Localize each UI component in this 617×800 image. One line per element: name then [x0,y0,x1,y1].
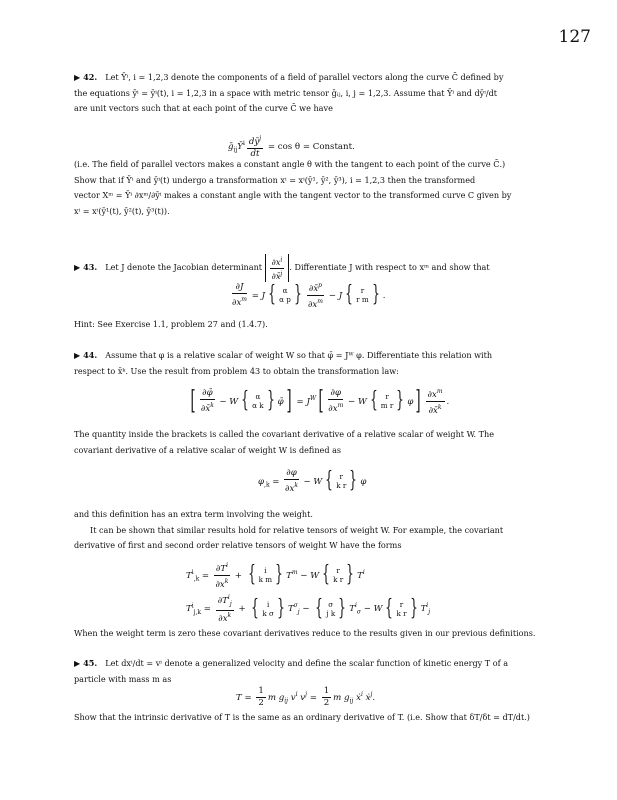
p42-line7: xⁱ = xⁱ(ȳ¹(t), ȳ²(t), ȳ³(t)). [74,205,170,216]
p42-line1: ▶ 42. Let Ȳⁱ, i = 1,2,3 denote the components of a field of parallel vectors along the curve C̄ defined by [74,72,504,82]
p44-definition: $\varphi_{,k}$ = $\frac{\partial\varphi}{\partial x^k}$ − W { r k r } φ [258,468,367,494]
p44-transformation-law: [ $\frac{\partial\varphī}{\partial x̄^k}$ − W { α α k } φ̄] = $J^W$[ $\frac{\partial\varphi}{\partial x^m}$ − W { r m r } φ] $\frac{\partial x^m}{\partial x̄^k}$ . [190,386,450,417]
problem-43 [74,254,546,282]
p45-cont [74,710,546,726]
p43-line1: ▶ 43. Let J denote the Jacobian determinant $\frac{\partial x^i}{\partial x̄^j}$ . Differentiate J with respect to xᵐ and show that [74,256,490,282]
p42-line6: vector Xᵐ = Ȳⁱ ∂xᵐ/∂ȳⁱ makes a constant angle with the tangent vector to the transformed curve C given by [74,190,512,200]
p44-line1: ▶ 44. Assume that φ is a relative scalar of weight W so that φ̄ = Jᵂ φ. Differentiate this relation with [74,350,493,360]
p44-line2: respect to x̄ᵏ. Use the result from problem 43 to obtain the transformation law: [74,365,399,376]
p44-cont2 [74,507,546,554]
problem-number: 42. [83,72,98,82]
p42-equation: $ḡ_{ij}Ȳ^i$ $\frac{dȳ^j}{dt}$ = cos θ = Constant. [228,135,355,159]
p43-equation: $\frac{\partial J}{\partial x^m}$ = J { α α p } $\frac{\partial x̄^p}{\partial x^m}$ − J { r r m } . [232,281,386,310]
p42-line5: Show that if Ȳⁱ and ȳⁱ(t) undergo a transformation xⁱ = xⁱ(ȳ¹, ȳ², ȳ³), i = 1,2,3 then the transformed [74,174,476,185]
p44-cont3 [74,626,546,642]
arrow-marker-icon: ▶ [74,351,81,360]
problem-44 [74,348,546,379]
p44-line7: derivative of first and second order relative tensors of weight W have the forms [74,540,402,550]
p45-line3: Show that the intrinsic derivative of T is the same as an ordinary derivative of T. (i.e. Show that δT/δt = dT/dt.) [74,712,530,722]
p44-line8: When the weight term is zero these covariant derivatives reduce to the results given in our previous definitions. [74,628,536,638]
p45-line2: particle with mass m as [74,673,172,684]
p42-line4: (i.e. The field of parallel vectors makes a constant angle θ with the tangent to each point of the curve C̄.) [74,159,506,169]
problem-number: 44. [83,350,98,360]
page-number: 127 [558,27,591,47]
p44-second-order: $T^i_{j,k}$ = $\frac{\partial T^i_j}{\partial x^k}$ + { i k σ } $T^\sigma_j$ − { σ j k } $T^i_\sigma - W$ { r k r } $T^i_j$ [186,594,431,625]
problem-number: 43. [83,262,98,273]
p44-cont1 [74,427,546,458]
problem-42-cont [74,157,546,219]
arrow-marker-icon: ▶ [74,73,81,82]
p42-line2: the equations ȳⁱ = ȳⁱ(t), i = 1,2,3 in a space with metric tensor ḡᵢⱼ, i, j = 1,2,3. Assume that Ȳⁱ and dȳⁱ/dt [74,87,498,98]
problem-45 [74,656,546,687]
arrow-marker-icon: ▶ [74,659,81,668]
problem-number: 45. [83,658,98,668]
p44-line6: It can be shown that similar results hold for relative tensors of weight W. For example, the covariant [90,524,504,535]
p44-line4: covariant derivative of a relative scalar of weight W is defined as [74,444,342,455]
p43-hint-block [74,317,546,333]
p45-equation: T = $\frac{1}{2}$ m $g_{ij}$ $v^i$ $v^j$ = $\frac{1}{2}$ m $g_{ij}$ ẋ$^i$ ẋ$^j$. [236,686,376,708]
p44-line5: and this definition has an extra term involving the weight. [74,509,313,519]
p44-first-order: $T^i_{,k}$ = $\frac{\partial T^i}{\partial x^k}$ + { i k m } $T^m - W$ { r k r } $T^i$ [186,562,365,590]
problem-42 [74,70,546,117]
p45-line1: ▶ 45. Let dxⁱ/dt = vⁱ denote a generalized velocity and define the scalar function of kinetic energy T of a [74,658,509,668]
p42-line3: are unit vectors such that at each point of the curve C̄ we have [74,103,333,113]
arrow-marker-icon: ▶ [74,263,81,273]
p43-hint: Hint: See Exercise 1.1, problem 27 and (1.4.7). [74,319,268,329]
p44-line3: The quantity inside the brackets is called the covariant derivative of a relative scalar of weight W. The [74,429,495,439]
